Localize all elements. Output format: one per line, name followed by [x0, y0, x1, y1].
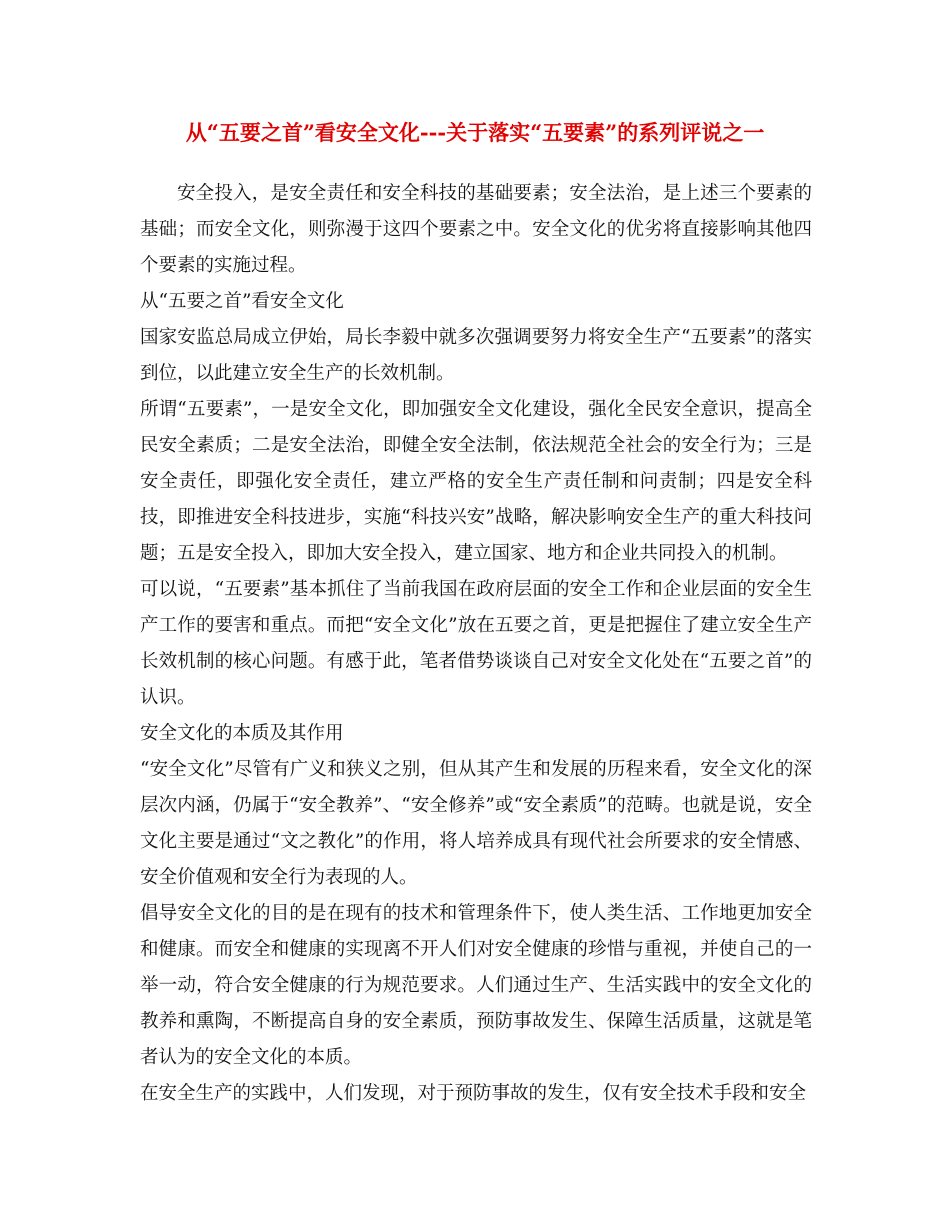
- document-body: [140, 176, 812, 1112]
- paragraph: 国家安监总局成立伊始，局长李毅中就多次强调要努力将安全生产“五要素”的落实到位，以此建立安全生产的长效机制。: [140, 327, 812, 384]
- paragraph: 在安全生产的实践中，人们发现，对于预防事故的发生，仅有安全技术手段和安全: [140, 1083, 807, 1104]
- section-heading-five-elements: 从“五要之首”看安全文化: [140, 291, 344, 312]
- paragraph-intro: 安全投入，是安全责任和安全科技的基础要素；安全法治，是上述三个要素的基础；而安全文化，则弥漫于这四个要素之中。安全文化的优劣将直接影响其他四个要素的实施过程。: [140, 183, 812, 276]
- paragraph: 倡导安全文化的目的是在现有的技术和管理条件下，使人类生活、工作地更加安全和健康。而安全和健康的实现离不开人们对安全健康的珍惜与重视，并使自己的一举一动，符合安全健康的行为规范要求。人们通过生产、生活实践中的安全文化的教养和熏陶，不断提高自身的安全素质，预防事故发生、保障生活质量，这就是笔者认为的安全文化的本质。: [140, 903, 812, 1068]
- document-title: 从“五要之首”看安全文化---关于落实“五要素”的系列评说之一: [185, 120, 765, 145]
- paragraph: “安全文化”尽管有广义和狭义之别，但从其产生和发展的历程来看，安全文化的深层次内涵，仍属于“安全教养”、“安全修养”或“安全素质”的范畴。也就是说，安全文化主要是通过“文之教化”的作用，将人培养成具有现代社会所要求的安全情感、安全价值观和安全行为表现的人。: [140, 759, 812, 888]
- section-heading-essence: 安全文化的本质及其作用: [140, 723, 344, 744]
- paragraph: 所谓“五要素”，一是安全文化，即加强安全文化建设，强化全民安全意识，提高全民安全素质；二是安全法治，即健全安全法制，依法规范全社会的安全行为；三是安全责任，即强化安全责任，建立严格的安全生产责任制和问责制；四是安全科技，即推进安全科技进步，实施“科技兴安”战略，解决影响安全生产的重大科技问题；五是安全投入，即加大安全投入，建立国家、地方和企业共同投入的机制。: [140, 399, 812, 564]
- paragraph: 可以说，“五要素”基本抓住了当前我国在政府层面的安全工作和企业层面的安全生产工作的要害和重点。而把“安全文化”放在五要之首，更是把握住了建立安全生产长效机制的核心问题。有感于此，笔者借势谈谈自己对安全文化处在“五要之首”的认识。: [140, 579, 812, 708]
